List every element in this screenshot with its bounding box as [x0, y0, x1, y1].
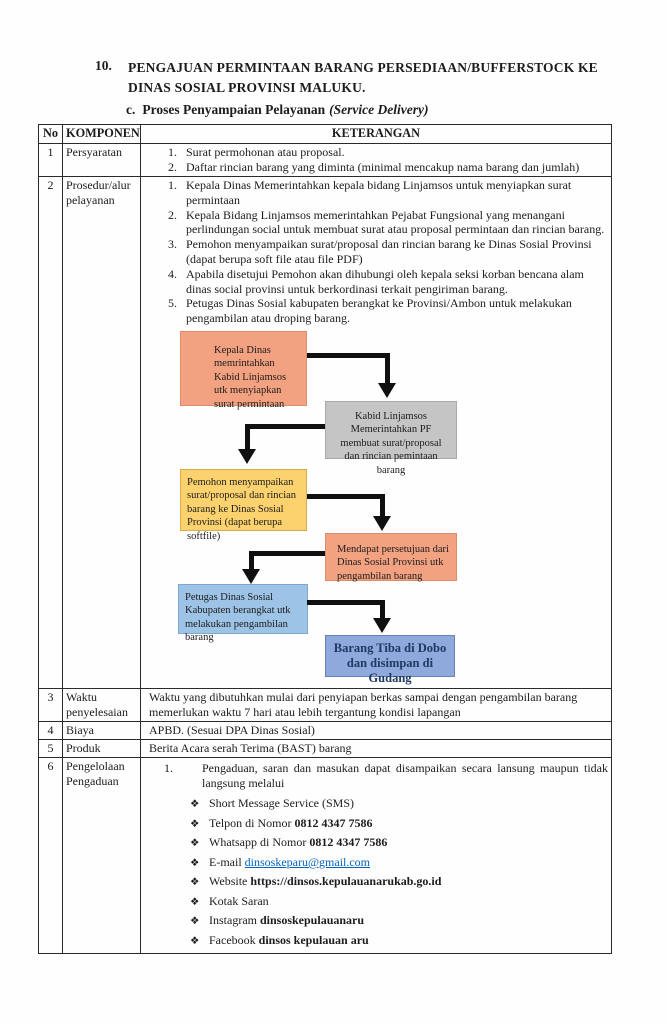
contact-item-website: ❖ Website https://dinsos.kepulauanarukab.go.id	[190, 874, 442, 889]
flow-box-pemohon: Pemohon menyampaikan surat/proposal dan rincian barang ke Dinas Sosial Provinsi (dapat berupa softfile)	[180, 469, 307, 531]
row3-keterangan: Waktu yang dibutuhkan mulai dari penyiapan berkas sampai dengan pengambilan barang memerlukan waktu 7 hari atau lebih tergantung kondisi lapangan	[141, 688, 612, 721]
email-link[interactable]: dinsoskeparu@gmail.com	[244, 854, 371, 869]
flow-box-kabid-linjamsos: Kabid Linjamsos Memerintahkan PF membuat surat/proposal dan rincian pemintaan barang	[325, 401, 457, 459]
row4-no: 4	[39, 721, 63, 739]
prosedur-step: Kepala Dinas Memerintahkan kepala bidang Linjamsos untuk menyiapkan surat permintaan	[186, 178, 572, 207]
diamond-bullet-icon: ❖	[190, 934, 200, 947]
row1-no: 1	[39, 144, 63, 177]
row5-no: 5	[39, 739, 63, 757]
diamond-bullet-icon: ❖	[190, 817, 200, 830]
pengaduan-intro: Pengaduan, saran dan masukan dapat disampaikan secara lansung maupun tidak langsung melalui	[202, 760, 608, 791]
prosedur-step: Kepala Bidang Linjamsos memerintahkan Pejabat Fungsional yang menangani perlindungan social untuk membuat surat atau proposal permintaan dan rincian barang.	[186, 207, 605, 237]
row6-komponen: Pengelolaan Pengaduan	[63, 757, 141, 954]
flow-arrow-3	[307, 494, 385, 499]
row3-komponen: Waktu penyelesaian	[63, 688, 141, 721]
section-title	[95, 58, 625, 119]
phone-number: 0812 4347 7586	[294, 815, 373, 830]
row4-komponen: Biaya	[63, 721, 141, 739]
table-row-persyaratan	[39, 144, 612, 177]
header-keterangan: KETERANGAN	[141, 125, 612, 144]
subsection-label: Proses Penyampaian Pelayanan	[142, 102, 326, 117]
diamond-bullet-icon: ❖	[190, 837, 200, 850]
table-row-biaya	[39, 721, 612, 739]
row6-no: 6	[39, 757, 63, 954]
whatsapp-number: 0812 4347 7586	[309, 835, 388, 850]
row2-komponen: Prosedur/alur pelayanan	[63, 177, 141, 689]
table-row-prosedur	[39, 177, 612, 689]
flow-box-persetujuan: Mendapat persetujuan dari Dinas Sosial Provinsi utk pengambilan barang	[325, 533, 457, 581]
process-flowchart	[144, 331, 608, 687]
title-line-2: DINAS SOSIAL PROVINSI MALUKU.	[128, 79, 366, 95]
prosedur-step: Apabila disetujui Pemohon akan dihubungi oleh kepala seksi korban bencana alam dinas social provinsi untuk berkordinasi terkait pengiriman barang.	[186, 266, 584, 296]
title-line-1: PENGAJUAN PERMINTAAN BARANG PERSEDIAAN/BUFFERSTOCK KE	[128, 60, 598, 75]
flow-box-kepala-dinas: Kepala Dinas memrintahkan Kabid Linjamsos utk menyiapkan surat permintaan	[180, 331, 307, 406]
row5-komponen: Produk	[63, 739, 141, 757]
diamond-bullet-icon: ❖	[190, 876, 200, 889]
flow-arrow-4	[249, 551, 325, 556]
contact-item-facebook: ❖ Facebook dinsos kepulauan aru	[190, 932, 369, 947]
prosedur-step: Petugas Dinas Sosial kabupaten berangkat ke Provinsi/Ambon untuk melakukan pengambilan atau droping barang.	[186, 296, 572, 326]
subsection-title	[126, 101, 625, 119]
contact-item-sms: ❖ Short Message Service (SMS)	[190, 796, 354, 811]
contact-item-whatsapp: ❖ Whatsapp di Nomor 0812 4347 7586	[190, 835, 388, 850]
diamond-bullet-icon: ❖	[190, 798, 200, 811]
arrow-down-icon	[242, 569, 260, 584]
flow-arrow-1	[307, 353, 390, 358]
flow-arrow-4	[249, 551, 254, 569]
section-number: 10.	[95, 58, 112, 73]
row2-no: 2	[39, 177, 63, 689]
row3-no: 3	[39, 688, 63, 721]
diamond-bullet-icon: ❖	[190, 915, 200, 928]
flow-arrow-2	[245, 424, 250, 449]
diamond-bullet-icon: ❖	[190, 895, 200, 908]
contact-item-email: ❖ E-mail dinsoskeparu@gmail.com	[190, 854, 371, 869]
facebook-name: dinsos kepulauan aru	[258, 932, 369, 947]
table-row-produk	[39, 739, 612, 757]
contact-item-telpon: ❖ Telpon di Nomor 0812 4347 7586	[190, 815, 373, 830]
contact-item-instagram: ❖ Instagram dinsoskepulauanaru	[190, 913, 365, 928]
arrow-down-icon	[238, 449, 256, 464]
table-row-waktu	[39, 688, 612, 721]
flow-arrow-1	[385, 353, 390, 383]
arrow-down-icon	[378, 383, 396, 398]
instagram-handle: dinsoskepulauanaru	[259, 913, 365, 928]
flow-box-barang-tiba: Barang Tiba di Dobo dan disimpan di Gudang	[325, 635, 455, 677]
row1-komponen: Persyaratan	[63, 144, 141, 177]
row5-keterangan: Berita Acara serah Terima (BAST) barang	[141, 739, 612, 757]
website-url: https://dinsos.kepulauanarukab.go.id	[250, 874, 442, 889]
subsection-letter: c.	[126, 102, 136, 117]
diamond-bullet-icon: ❖	[190, 856, 200, 869]
arrow-down-icon	[373, 516, 391, 531]
prosedur-step: Pemohon menyampaikan surat/proposal dan rincian barang ke Dinas Sosial Provinsi (dapat berupa soft file atau file PDF)	[186, 237, 592, 266]
table-row-pengaduan	[39, 757, 612, 954]
persyaratan-item: Daftar rincian barang yang diminta (minimal mencakup nama barang dan jumlah)	[186, 159, 580, 174]
flow-arrow-5	[380, 600, 385, 618]
row4-keterangan: APBD. (Sesuai DPA Dinas Sosial)	[141, 721, 612, 739]
flow-arrow-3	[380, 494, 385, 516]
subsection-label-italic: (Service Delivery)	[329, 102, 429, 117]
service-delivery-table	[38, 124, 612, 954]
flow-box-petugas: Petugas Dinas Sosial Kabupaten berangkat utk melakukan pengambilan barang	[178, 584, 308, 634]
table-header-row	[39, 125, 612, 144]
arrow-down-icon	[373, 618, 391, 633]
flow-arrow-2	[245, 424, 325, 429]
contact-item-kotak-saran: ❖ Kotak Saran	[190, 893, 269, 908]
header-komponen: KOMPONEN	[63, 125, 141, 144]
header-no: No	[39, 125, 63, 144]
flow-arrow-5	[307, 600, 385, 605]
persyaratan-item: Surat permohonan atau proposal.	[186, 145, 345, 159]
